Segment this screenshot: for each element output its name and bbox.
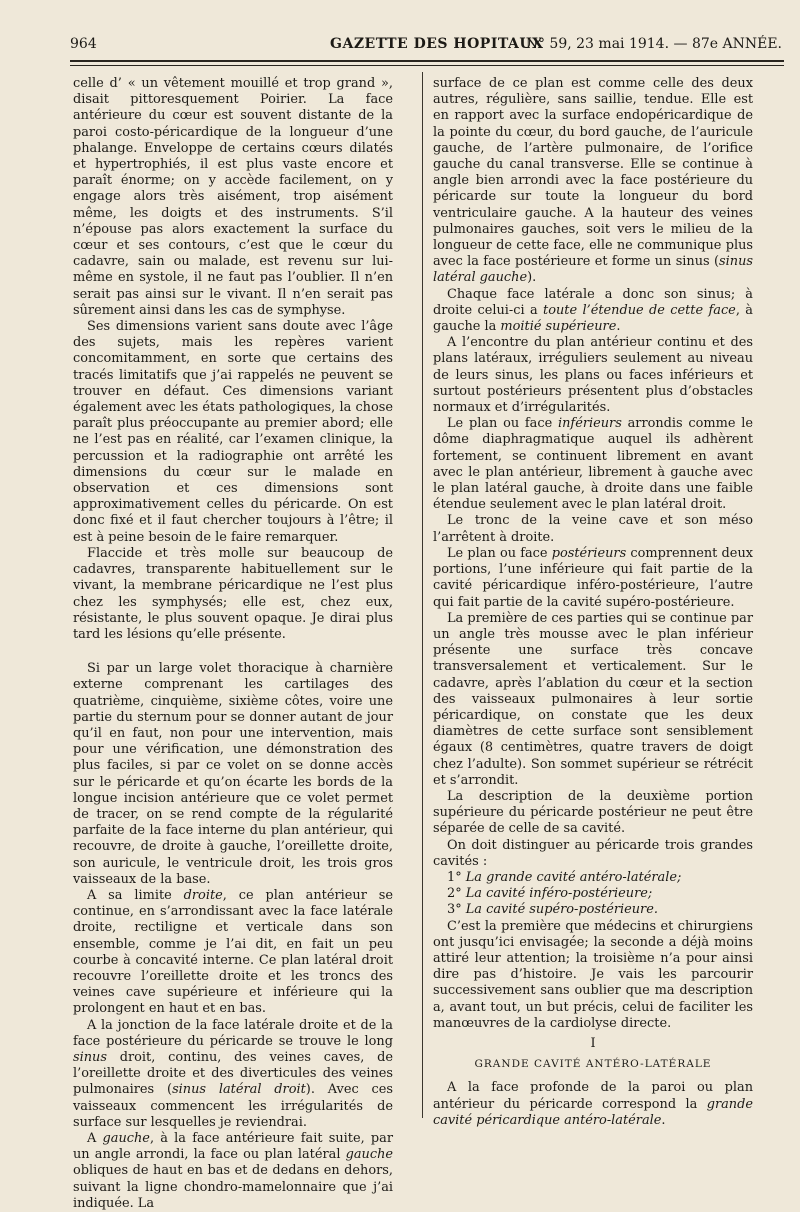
paragraph: Le plan ou face inférieurs arrondis comme le dôme diaphragmatique auquel ils adhèrent fortement, se continuent librement en avant avec le plan antérieur, librement à gauche avec le plan latéral gauche, à droite dans une faible étendue seulement avec le plan latéral droit. [433, 416, 753, 513]
paragraph: surface de ce plan est comme celle des deux autres, régulière, sans saillie, tendue. Elle est en rapport avec la surface endopéricardique de la pointe du cœur, du bord gauche, de l’auricule gauche, de l’artère pulmonaire, de l’orifice gauche du canal transverse. Elle se continue à angle bien arrondi avec la face postérieure du péricarde sur toute la longueur du bord ventriculaire gauche. A la hauteur des veines pulmonaires gauches, soit vers le milieu de la longueur de cette face, elle ne communique plus avec la face postérieure et forme un sinus (sinus latéral gauche). [433, 76, 753, 286]
paragraph: A gauche, à la face antérieure fait suite, par un angle arrondi, la face ou plan latéral gauche obliques de haut en bas et de dedans en dehors, suivant la ligne chondro-mamelonnaire que j’ai indiquée. La [73, 1131, 393, 1211]
journal-title: GAZETTE DES HOPITAUX [330, 36, 544, 52]
issue-info: N° 59, 23 mai 1914. — 87e ANNÉE. [525, 36, 782, 52]
list-item: 2° La cavité inféro-postérieure; [447, 886, 653, 902]
column-separator [422, 72, 423, 1118]
right-column [433, 76, 753, 1129]
paragraph: A sa limite droite, ce plan antérieur se continue, en s’arrondissant avec la face latérale droite, rectiligne et verticale dans son ensemble, comme je l’ai dit, en fait un peu courbe à concavité interne. Ce plan latéral droit recouvre l’oreillette droite et les troncs des veines cave supérieure et inférieure qui la prolongent en haut et en bas. [73, 887, 393, 1017]
paragraph: La première de ces parties qui se continue par un angle très mousse avec le plan inférieur présente une surface très concave transversalement et verticalement. Sur le cadavre, après l’ablation du cœur et la section des vaisseaux pulmonaires à leur sortie péricardique, on constate que les deux diamètres de cette surface sont sensiblement égaux (8 centimètres, quatre travers de doigt chez l’adulte). Son sommet supérieur se rétrécit et s’arrondit. [433, 610, 753, 788]
header-rule-thick [70, 60, 784, 62]
left-column [73, 76, 393, 1212]
paragraph: Chaque face latérale a donc son sinus; à droite celui-ci a toute l’étendue de cette face, à gauche la moitié supérieure. [433, 286, 753, 335]
section-number: I [590, 1035, 596, 1051]
paragraph: Si par un large volet thoracique à charnière externe comprenant les cartilages des quatrième, cinquième, sixième côtes, voire une partie du sternum pour se donner autant de jour qu’il en faut, non pour une intervention, mais pour une vérification, une démonstration des plus faciles, si par ce volet on se donne accès sur le péricarde et qu’on écarte les bords de la longue incision antérieure que ce volet permet de tracer, on se rend compte de la régularité parfaite de la face interne du plan antérieur, qui recouvre, de droite à gauche, l’oreillette droite, son auricule, le ventricule droit, les trois gros vaisseaux de la base. [73, 661, 393, 887]
paragraph: Ses dimensions varient sans doute avec l’âge des sujets, mais les repères varient concomitamment, en sorte que certains des tracés limitatifs que j’ai rappelés ne peuvent se trouver en défaut. Ces dimensions variant également avec les états pathologiques, la chose paraît plus préoccupante au premier abord; elle ne l’est pas en réalité, car l’examen clinique, la percussion et la radiographie ont arrêté les dimensions du cœur sur le malade en observation et ces dimensions sont approximativement celles du péricarde. On est donc fixé et il faut chercher toujours à l’être; il est à peine besoin de le faire remarquer. [73, 319, 393, 545]
paragraph: La description de la deuxième portion supérieure du péricarde postérieur ne peut être séparée de celle de sa cavité. [433, 788, 753, 837]
list-item: 3° La cavité supéro-postérieure. [447, 902, 658, 918]
paragraph: A la face profonde de la paroi ou plan antérieur du péricarde correspond la grande cavité péricardique antéro-latérale. [433, 1080, 753, 1128]
paragraph: On doit distinguer au péricarde trois grandes cavités : [433, 837, 753, 869]
paragraph: Flaccide et très molle sur beaucoup de cadavres, transparente habituellement sur le vivant, la membrane péricardique ne l’est plus chez les symphysés; elle est, chez eux, résistante, le plus souvent opaque. Je dirai plus tard les lésions qu’elle présente. [73, 545, 393, 642]
paragraph: A la jonction de la face latérale droite et de la face postérieure du péricarde se trouve le long sinus droit, continu, des veines caves, de l’oreillette droite et des diverticules des veines pulmonaires (sinus latéral droit). Avec ces vaisseaux commencent les irrégularités de surface sur lesquelles je reviendrai. [73, 1017, 394, 1130]
section-title: GRANDE CAVITÉ ANTÉRO-LATÉRALE [474, 1058, 712, 1071]
paragraph: celle d’ « un vêtement mouillé et trop grand », disait pittoresquement Poirier. La face antérieure du cœur est souvent distante de la paroi costo-péricardique de la longueur d’une phalange. Enveloppe de certains cœurs dilatés et hypertrophiés, il est plus vaste encore et paraît énorme; on y accède facilement, on y engage alors très aisément, trop aisément même, les doigts et des instruments. S’il n’épouse pas alors exactement la surface du cœur et ses contours, c’est que le cœur du cadavre, sain ou malade, est revenu sur lui-même en systole, il ne faut pas l’oublier. Il n’en serait pas ainsi sur le vivant. Il n’en serait pas sûrement ainsi dans les cas de symphyse. [73, 76, 393, 318]
paragraph: Le plan ou face postérieurs comprennent deux portions, l’une inférieure qui fait partie de la cavité péricardique inféro-postérieure, l’autre qui fait partie de la cavité supéro-postérieure. [433, 545, 754, 610]
page-number: 964 [70, 36, 97, 52]
paragraph: C’est la première que médecins et chirurgiens ont jusqu’ici envisagée; la seconde a déjà moins attiré leur attention; la troisième n’a pour ainsi dire pas d’histoire. Je vais les parcourir successivement sans oublier que ma description a, avant tout, un but précis, celui de faciliter les manœuvres de la cardiolyse directe. [433, 918, 753, 1031]
list-item: 1° La grande cavité antéro-latérale; [447, 869, 682, 885]
paragraph-gap [73, 643, 393, 661]
page-header [70, 34, 782, 54]
paragraph: Le tronc de la veine cave et son méso l’arrêtent à droite. [433, 513, 753, 545]
paragraph: A l’encontre du plan antérieur continu et des plans latéraux, irréguliers seulement au niveau de leurs sinus, les plans ou faces inférieurs et surtout postérieurs présentent plus d’obstacles normaux et d’irrégularités. [433, 335, 753, 416]
header-rule-thin [70, 65, 784, 66]
